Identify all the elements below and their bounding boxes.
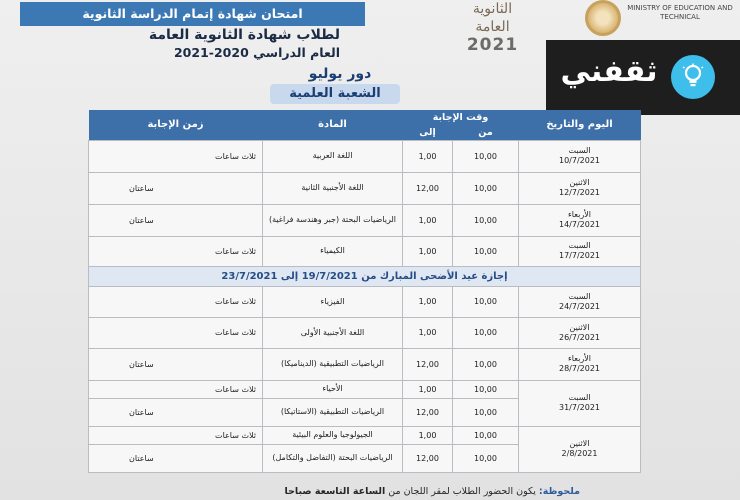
to-cell: 1,00 bbox=[403, 426, 453, 444]
table-row bbox=[89, 286, 641, 317]
thanaweya-logo bbox=[455, 0, 530, 55]
duration-cell: ثلاث ساعات bbox=[89, 380, 263, 398]
table-row bbox=[89, 348, 641, 380]
header-subject: المادة bbox=[263, 110, 403, 140]
duration-cell: ثلاث ساعات bbox=[89, 286, 263, 317]
exam-table bbox=[88, 110, 641, 473]
to-cell: 1,00 bbox=[403, 140, 453, 172]
header-duration: زمن الإجابة bbox=[89, 110, 263, 140]
date-cell: الأربعاء 14/7/2021 bbox=[519, 204, 641, 236]
subject-cell: الرياضيات التطبيقية (الاستاتيكا) bbox=[263, 398, 403, 426]
duration-cell: ثلاث ساعات bbox=[89, 426, 263, 444]
watermark-box bbox=[546, 40, 740, 115]
header-from: من bbox=[453, 125, 519, 140]
table-row bbox=[89, 140, 641, 172]
duration-cell: ساعتان bbox=[89, 398, 263, 426]
to-cell: 12,00 bbox=[403, 398, 453, 426]
lightbulb-icon bbox=[671, 55, 715, 99]
table-row bbox=[89, 317, 641, 348]
subject-cell: اللغة الأجنبية الأولى bbox=[263, 317, 403, 348]
ministry-seal-icon bbox=[585, 0, 621, 36]
subject-cell: اللغة الأجنبية الثانية bbox=[263, 172, 403, 204]
to-cell: 1,00 bbox=[403, 204, 453, 236]
date-cell: الأربعاء 28/7/2021 bbox=[519, 348, 641, 380]
table-row bbox=[89, 172, 641, 204]
subject-cell: الكيمياء bbox=[263, 236, 403, 266]
date-cell: الاثنين 12/7/2021 bbox=[519, 172, 641, 204]
date-cell: السبت 31/7/2021 bbox=[519, 380, 641, 426]
date-cell: السبت 24/7/2021 bbox=[519, 286, 641, 317]
duration-cell: ساعتان bbox=[89, 204, 263, 236]
from-cell: 10,00 bbox=[453, 426, 519, 444]
subject-cell: الجيولوجيا والعلوم البيئية bbox=[263, 426, 403, 444]
subject-cell: اللغة العربية bbox=[263, 140, 403, 172]
subject-cell: الفيزياء bbox=[263, 286, 403, 317]
logo-year: 2021 bbox=[466, 35, 519, 55]
holiday-row bbox=[89, 266, 641, 286]
table-row bbox=[89, 380, 641, 398]
holiday-text: إجازة عيد الأضحى المبارك من 19/7/2021 إلى 23/7/2021 bbox=[89, 266, 641, 286]
subject-cell: الرياضيات التطبيقية (الديناميكا) bbox=[263, 348, 403, 380]
from-cell: 10,00 bbox=[453, 140, 519, 172]
to-cell: 1,00 bbox=[403, 286, 453, 317]
from-cell: 10,00 bbox=[453, 398, 519, 426]
duration-cell: ثلاث ساعات bbox=[89, 236, 263, 266]
duration-cell: ثلاث ساعات bbox=[89, 317, 263, 348]
header-day-date: اليوم والتاريخ bbox=[519, 110, 641, 140]
to-cell: 1,00 bbox=[403, 236, 453, 266]
from-cell: 10,00 bbox=[453, 348, 519, 380]
to-cell: 1,00 bbox=[403, 380, 453, 398]
date-cell: الاثنين 26/7/2021 bbox=[519, 317, 641, 348]
header-answer-time: وقت الإجابة bbox=[403, 110, 519, 125]
from-cell: 10,00 bbox=[453, 172, 519, 204]
duration-cell: ثلاث ساعات bbox=[89, 140, 263, 172]
table-row bbox=[89, 204, 641, 236]
logo-letters: الثانوية العامة bbox=[472, 1, 513, 35]
academic-year: العام الدراسي 2020-2021 bbox=[173, 45, 340, 60]
to-cell: 12,00 bbox=[403, 444, 453, 472]
watermark-text: ثقفني bbox=[560, 54, 658, 89]
note bbox=[140, 486, 580, 497]
to-cell: 12,00 bbox=[403, 348, 453, 380]
from-cell: 10,00 bbox=[453, 444, 519, 472]
from-cell: 10,00 bbox=[453, 317, 519, 348]
date-cell: السبت 17/7/2021 bbox=[519, 236, 641, 266]
to-cell: 1,00 bbox=[403, 317, 453, 348]
note-label: ملحوظة: bbox=[538, 486, 580, 497]
date-cell: السبت 10/7/2021 bbox=[519, 140, 641, 172]
duration-cell: ساعتان bbox=[89, 444, 263, 472]
duration-cell: ساعتان bbox=[89, 348, 263, 380]
date-cell: الاثنين 2/8/2021 bbox=[519, 426, 641, 472]
from-cell: 10,00 bbox=[453, 286, 519, 317]
branch-label: الشعبة العلمية bbox=[270, 84, 400, 104]
from-cell: 10,00 bbox=[453, 236, 519, 266]
subject-cell: الأحياء bbox=[263, 380, 403, 398]
table-row bbox=[89, 236, 641, 266]
from-cell: 10,00 bbox=[453, 380, 519, 398]
to-cell: 12,00 bbox=[403, 172, 453, 204]
subtitle: لطلاب شهادة الثانوية العامة bbox=[148, 27, 340, 43]
subject-cell: الرياضيات البحتة (جبر وهندسة فراغية) bbox=[263, 204, 403, 236]
note-text: يكون الحضور الطلاب لمقر اللجان من bbox=[388, 486, 536, 497]
subject-cell: الرياضيات البحتة (التفاضل والتكامل) bbox=[263, 444, 403, 472]
from-cell: 10,00 bbox=[453, 204, 519, 236]
table-row bbox=[89, 426, 641, 444]
ministry-text: MINISTRY OF EDUCATION AND TECHNICAL bbox=[627, 4, 733, 21]
header-to: إلى bbox=[403, 125, 453, 140]
note-highlight: الساعة التاسعة صباحا bbox=[284, 486, 386, 497]
duration-cell: ساعتان bbox=[89, 172, 263, 204]
exam-banner: امتحان شهادة إتمام الدراسة الثانوية bbox=[20, 2, 365, 26]
round-title: دور يوليو bbox=[308, 66, 372, 82]
